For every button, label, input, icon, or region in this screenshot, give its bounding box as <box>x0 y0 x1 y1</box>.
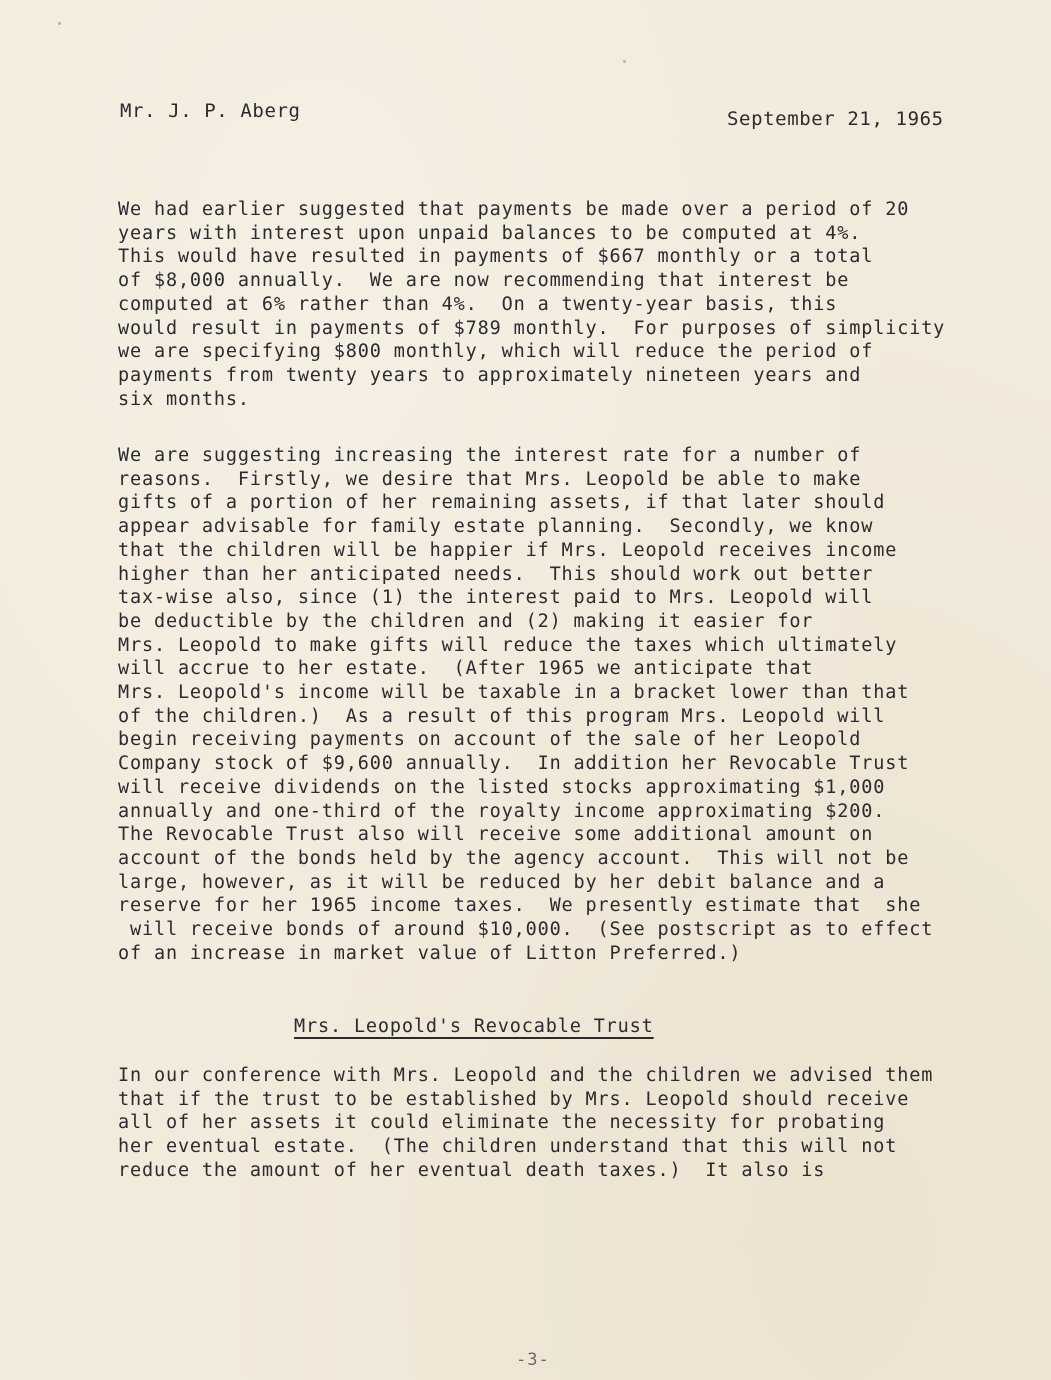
text-line: will receive bonds of around $10,000. (See postscript as to effect <box>118 919 934 941</box>
paper-speck <box>623 60 626 63</box>
text-line: Mrs. Leopold to make gifts will reduce the taxes which ultimately <box>118 634 898 656</box>
text-line: computed at 6% rather than 4%. On a twenty-year basis, this <box>118 293 838 315</box>
text-line: of $8,000 annually. We are now recommending that interest be <box>118 270 850 292</box>
text-line: payments from twenty years to approximately nineteen years and <box>118 364 862 386</box>
text-line: This would have resulted in payments of $667 monthly or a total <box>118 246 874 268</box>
text-line: of an increase in market value of Litton Preferred.) <box>118 942 742 964</box>
paper-speck <box>58 22 61 25</box>
text-line: Mrs. Leopold's income will be taxable in a bracket lower than that <box>118 682 910 704</box>
page-number: -3- <box>516 1350 550 1370</box>
text-line: In our conference with Mrs. Leopold and the children we advised them <box>118 1065 934 1086</box>
text-line: years with interest upon unpaid balances to be computed at 4%. <box>118 222 862 244</box>
paragraph-revocable-trust <box>118 1064 933 1183</box>
text-line: that the children will be happier if Mrs. Leopold receives income <box>118 539 898 561</box>
addressee: Mr. J. P. Aberg <box>120 100 301 122</box>
text-line: tax-wise also, since (1) the interest paid to Mrs. Leopold will <box>118 587 874 609</box>
text-line: that if the trust to be established by Mrs. Leopold should receive <box>118 1088 910 1110</box>
paragraph-interest-payments <box>118 198 945 411</box>
text-line: would result in payments of $789 monthly. For purposes of simplicity <box>118 317 946 339</box>
text-line: reasons. Firstly, we desire that Mrs. Leopold be able to make <box>118 468 862 490</box>
text-line: appear advisable for family estate planning. Secondly, we know <box>118 516 874 538</box>
text-line: We had earlier suggested that payments be made over a period of 20 <box>118 199 910 220</box>
paragraph-interest-reasons <box>118 444 933 965</box>
text-line: will receive dividends on the listed stocks approximating $1,000 <box>118 776 886 798</box>
text-line: six months. <box>118 388 250 410</box>
text-line: account of the bonds held by the agency account. This will not be <box>118 847 910 869</box>
text-line: large, however, as it will be reduced by her debit balance and a <box>118 871 886 893</box>
text-line: higher than her anticipated needs. This should work out better <box>118 563 874 585</box>
text-line: gifts of a portion of her remaining assets, if that later should <box>118 492 886 514</box>
text-line: all of her assets it could eliminate the necessity for probating <box>118 1112 886 1134</box>
text-line: of the children.) As a result of this program Mrs. Leopold will <box>118 705 886 727</box>
text-line: her eventual estate. (The children understand that this will not <box>118 1136 898 1158</box>
text-line: reserve for her 1965 income taxes. We presently estimate that she <box>118 895 922 917</box>
text-line: we are specifying $800 monthly, which will reduce the period of <box>118 341 874 363</box>
text-line: begin receiving payments on account of the sale of her Leopold <box>118 729 862 751</box>
text-line: reduce the amount of her eventual death taxes.) It also is <box>118 1159 826 1181</box>
text-line: be deductible by the children and (2) making it easier for <box>118 610 814 632</box>
text-line: Company stock of $9,600 annually. In addition her Revocable Trust <box>118 753 910 775</box>
text-line: We are suggesting increasing the interest rate for a number of <box>118 445 862 466</box>
letter-date: September 21, 1965 <box>727 108 944 130</box>
section-heading: Mrs. Leopold's Revocable Trust <box>294 1016 654 1037</box>
text-line: The Revocable Trust also will receive some additional amount on <box>118 824 874 846</box>
text-line: annually and one-third of the royalty income approximating $200. <box>118 800 886 822</box>
text-line: will accrue to her estate. (After 1965 we anticipate that <box>118 658 814 680</box>
